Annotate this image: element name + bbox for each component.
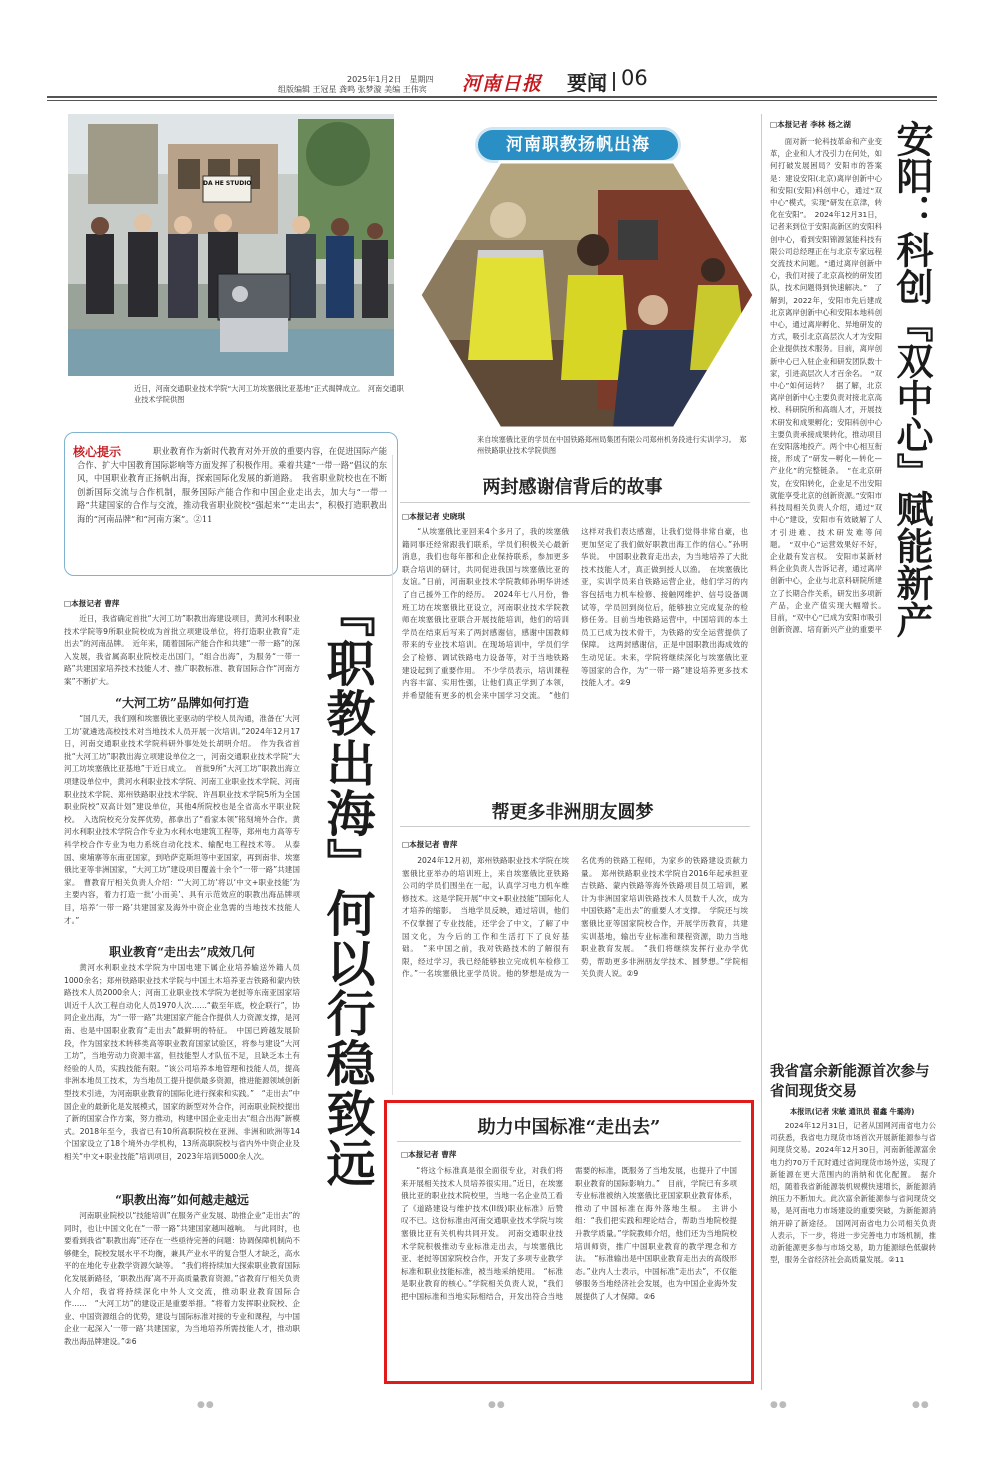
core-tip-text: 职业教育作为新时代教育对外开放的重要内容，在促进国际产能合作、扩大中国教育国际影响等方面发挥了积极作用。乘着共建“一带一路”倡议的东风，中国职业教育正扬帆出海，探索国际化发展的新道路。 我省职业院校也在不断创新国际交流与合作机制，服务国际产能合作和中国企业走出去，加大与“一带一路”共建国家的合作与交流，推动我省职业院校“强起来”“走出去”，积极打造职教出海的“河南品牌”和“河南方案”。②11 [77,446,387,524]
topic-banner [478,130,678,160]
standard-rule [397,1141,741,1142]
section-name: 要闻 [567,71,607,95]
letter-byline: □本报记者 史晓琪 [402,512,465,521]
footer-dots-4: ●● [912,1400,930,1410]
energy-text: 2024年12月31日，记者从国网河南省电力公司获悉，我省电力现货市场首次开展新能源参与省间现货交易。2024年12月30日，河南新能源富余电力约70万千瓦时通过省间现货市场外送，实现了新能源在更大范围内的消纳和优化配置。 据介绍，随着我省新能源装机规模快速增长，新能源消纳压力不断加大。此次富余新能源参与省间现货交易，是河南电力市场建设的重要突破，为新能源消纳开辟了新途径。 国网河南省电力公司相关负责人表示，下一步，将进一步完善电力市场机制，推动新能源更多参与市场交易，助力能源绿色低碳转型，服务全省经济社会高质量发展。②11 [770,1121,936,1265]
africa-headline: 帮更多非洲朋友圆梦 [491,802,654,823]
photo-unveiling-sign-text: DA HE STUDIO [203,180,252,187]
header-rule [47,96,937,98]
main-headline: 『职教出海』何以行稳致远 [319,588,377,1188]
standard-headline: 助力中国标准“走出去” [477,1117,661,1138]
header-rule-thin [47,100,937,101]
core-tip-label: 核心提示 [73,445,122,459]
letter-text: “从埃塞俄比亚回来4个多月了，我的埃塞俄籍同事还经常跟我们联系，学员们积极关心最新消息，我们也每年都和企业保持联系，参加更多联合培训的研讨，共同促进我国与埃塞俄比亚的友谊。”日前，河南职业技术学院教师孙明华讲述了自己援外工作的经历。 2024年七八月份，鲁班工坊在埃塞俄比亚设立，河南职业技术学院教师在埃塞俄比亚联合开展技能培训，他们的培训学员在结束后写来了两封感谢信，感谢中国教师带来的专业技术培训。在现场培训中，学员们学会了检修、调试铁路电力设备等，对于当地铁路建设起到了重要作用。 不少学员表示，培训课程内容丰富、实用性强，让他们真正学到了本领，并希望能有更多的机会来中国学习交流。 “他们这样对我们表达感谢，让我们觉得非常自豪，也更加坚定了我们做好职教出海工作的信心。”孙明华说。 中国职业教育走出去，为当地培养了大批技术技能人才，真正做到授人以渔。 在埃塞俄比亚，实训学员来自铁路运营企业，他们学习的内容包括电力机车检修、接触网维护、信号设备调试等，学员回到岗位后，能够独立完成复杂的检修任务。目前当地铁路运营中，中国培训的本土员工已成为技术骨干，为铁路的安全运营提供了保障。 这两封感谢信，正是中国职教出海成效的生动见证。未来，学院将继续深化与埃塞俄比亚等国家的合作，为“一带一路”建设培养更多技术技能人才。②9 [402,527,748,700]
article-main-subhead-2: 职业教育“走出去”成效几何 [109,945,255,959]
photo-training-image [418,160,756,430]
footer-dots-1: ●● [197,1400,215,1410]
photo-training [418,160,756,430]
footer-dots-3: ●● [770,1400,788,1410]
right-column-rule [761,114,762,1390]
article-main-subhead-3: “职教出海”如何越走越远 [115,1193,249,1207]
photo-unveiling [68,114,394,376]
article-main-p3: 河南职业院校以“技能培训”在服务产业发展、助推企业“走出去”的同时，也让中国文化在“一带一路”共建国家越叫越响。 与此同时，也要看到我省“职教出海”还存在一些亟待完善的问题：协调保障机制尚不够健全，院校发展水平不均衡，兼具产业水平的复合型人才缺乏，高水平的在地化专业教学资源欠缺等。 “我们将持续加大探索职业教育国际化发展新路径，‘职教出海’离不开高质量教育资源。”省教育厅相关负责人介绍，我省将持续深化中外人文交流，推动职业教育国际合作…… “大河工坊”的建设正是重要举措。“将着力发挥职业院校、企业、中国资源组合的优势，建设与国际标准对接的专业和课程，与中国企业一起深入‘一带一路’共建国家，为当地培养所需技能人才，推动职教出海品牌建设。”②6 [64,1211,300,1346]
anyang-text: 面对新一轮科技革命和产业变革，企业和人才没引力在何处，如何打破发展困局？安阳市的答案是：建设安阳(北京)离岸创新中心和安阳(安阳)科创中心，通过“双中心”模式，实现“研发在京津，转化在安阳”。 2024年12月31日，记者来到位于安阳高新区的安阳科创中心，看到安阳锦源氢能科技有限公司总经理正在与北京专家远程交流技术问题。“通过离岸创新中心，我们对接了北京高校的研发团队，技术问题得到快速解决。” 了解到，2022年，安阳市先后建成北京离岸创新中心和安阳本地科创中心，通过离岸孵化、异地研发的方式，吸引北京高层次人才为安阳企业提供技术服务。目前，离岸创新中心已入驻企业和研发团队数十家，引进高层次人才百余名。 “双中心”如何运转？ 据了解，北京离岸创新中心主要负责对接北京高校、科研院所和高端人才，开展技术研发和成果孵化；安阳科创中心主要负责承接成果转化，推动项目在安阳落地投产。两个中心相互衔接，形成了“研发—孵化—转化—产业化”的完整链条。 “在北京研发，在安阳转化，企业足不出安阳就能享受北京的创新资源。”安阳市科技局相关负责人介绍，通过“双中心”建设，安阳市有效破解了人才引进难、技术研发难等问题。 “双中心”运营效果好不好，企业最有发言权。 安阳市某新材料企业负责人告诉记者，通过离岸创新中心，企业与北京科研院所建立了长期合作关系，研发出多项新产品，企业产值实现大幅增长。 目前，“双中心”已成为安阳市吸引创新资源、培育新兴产业的重要平 [770,137,882,635]
standard-text: “将这个标准真是很全面很专业，对我们将来开展相关技术人员培养很实用。”近日，在埃塞俄比亚的职业技术院校里，当地一名企业员工看了《道路建设与维护技术(II级)职业标准》后赞叹不已。这份标准由河南交通职业技术学院与埃塞俄比亚有关机构共同开发。 河南交通职业技术学院积极推动专业标准走出去，与埃塞俄比亚、老挝等国家院校合作，开发了多项专业教学标准和职业技能标准，被当地采纳使用。 “标准是职业教育的核心。”学院相关负责人说，“我们把中国标准和当地实际相结合，开发出符合当地需要的标准，既服务了当地发展，也提升了中国职业教育的国际影响力。” 目前，学院已有多项专业标准被纳入埃塞俄比亚国家职业教育体系，推动了中国标准在海外落地生根。 主讲小组：“我们把实践和理论结合，帮助当地院校提升教学质量。”学院教师介绍，他们还为当地院校培训师资，推广中国职业教育的教学理念和方法。 “标准输出是中国职业教育走出去的高级形态。”业内人士表示，中国标准“走出去”，不仅能够服务当地经济社会发展，也为中国企业海外发展提供了人才保障。②6 [401,1166,737,1301]
section-divider [613,72,615,91]
africa-byline: □本报记者 曹萍 [402,840,458,849]
article-main-intro: 近日，我省确定首批“大河工坊”职教出海建设项目，黄河水利职业技术学院等9所职业院校成为首批立项建设单位，将打造职业教育“走出去”的河南品牌。 近年来，随着国际产能合作和共建“一带一路”的深入发展，我省属高职业院校走出国门，“组合出海”，为服务“一带一路”共建国家培养技术技能人才、推广职教标准、教育国际合作“河南方案”不断扩大。 [64,614,300,686]
anyang-headline: 安阳：科创『双中心』赋能新产 [890,120,934,638]
article-main-p2: 黄河水利职业技术学院为中国电建下属企业培养输送外籍人员1000余名；郑州铁路职业技术学院与中国土木培养亚吉铁路和蒙内铁路技术人员2000余人；河南工业职业技术学院为老挝等东南亚国家培训近千人次工程自动化人员1970人次……“截至年底，校企联行”，协同企业出海，为“一带一路”共建国家产能合作提供人力资源支撑，是河南、也是中国职业教育“走出去”最鲜明的特征。 中国已跨越发展阶段，作为国家技术转移类高等职业教育国家试验区，将参与建设“大河工坊”，当地劳动力资源丰富，但技能型人才队伍不足，且缺乏本土有经验的人员，实践技能有限。“该公司培养本地管理和技能人员，提高非洲本地员工技术，为当地员工提升提供最多资源，推进能源领域创新型技术引进，为河南职业教育的国际化进行探索和实践。” “走出去”中国企业的最新化是发展模式，国家的新型对外合作，河南职业院校提出了新的国家合作方案，努力推动，构建中国企业走出去“组合出海”新模式。2018年至今，我省已有10所高职院校在亚洲、非洲和欧洲等14个国家设立了18个境外办学机构，13所高职院校与省内外中资企业及相关“中文+职业技能”培训项目，2023年培训5000余人次。 [64,963,300,1161]
article-main-p1: “国几天，我们刚和埃塞俄比亚驱动的学校人员沟通，准备在‘大河工坊’就遴选高校技术对当地技术人员开展一次培训。”2024年12月17日，河南交通职业技术学院科研外事处处长胡明介绍。 作为我省首批“大河工坊”职教出海立项建设单位之一，河南交通职业技术学院“大河工坊埃塞俄比亚基地”于近日成立。 首批9所“大河工坊”职教出海立项建设单位中，黄河水利职业技术学院、河南工业职业技术学院、河南职业技术学院、郑州铁路职业技术学院、许昌职业技术学院5所为全国职业院校“双高计划”建设单位，其他4所院校也是全省高水平职业院校。 入选院校充分发挥优势，都拿出了“看家本领”铭刻境外合作。黄河水利职业技术学院合作专业为水利水电建筑工程等，郑州电力高等专科学校合作专业为电力系统自动化技术、输配电工程技术等。 从泰国、柬埔寨等东南亚国家，到哈萨克斯坦等中亚国家，再到南非、埃塞俄比亚等非洲国家，“大河工坊”建设项目覆盖十余个“一带一路”共建国家。 曹教育厅相关负责人介绍：“‘大河工坊’将以‘中文+职业技能’为主要内容，着力打造一批‘小而美’、具有示范效应的职教出海品牌项目，培养‘一带一路’共建国家及海外中资企业急需的当地技术技能人才。” [64,714,300,925]
article-main-subhead-1: “大河工坊”品牌如何打造 [115,696,249,710]
photo-unveiling-image [68,114,394,376]
letter-headline: 两封感谢信背后的故事 [482,477,663,498]
energy-byline: 本报讯(记者 宋敏 通讯员 翟鑫 牛璐涛) [790,1107,915,1116]
core-tip-box [64,432,398,576]
left-column-rule [392,455,393,1095]
standard-byline: □本报记者 曹萍 [401,1150,457,1159]
paper-logo: 河南日报 [462,73,543,95]
header-date: 2025年1月2日 星期四 [347,75,434,84]
header-editors: 组版编辑 王冠星 龚鸣 张梦漩 美编 王伟宾 [278,85,427,94]
standard-article-box [384,1100,754,1384]
footer-dots-2: ●● [488,1400,506,1410]
letter-rule [400,502,750,503]
anyang-byline: □本报记者 李林 杨之湖 [770,120,851,129]
article-main-byline: □本报记者 曹萍 [64,599,120,608]
page-number: 06 [621,66,648,90]
topic-banner-title: 河南职教扬帆出海 [506,135,650,155]
photo-training-caption: 来自埃塞俄比亚的学员在中国铁路郑州局集团有限公司郑州机务段进行实训学习。 郑州铁路职业技术学院供图 [477,435,747,455]
energy-headline: 我省富余新能源首次参与省间现货交易 [770,1063,930,1100]
africa-text: 2024年12月初，郑州铁路职业技术学院在埃塞俄比亚举办的培训班上，来自埃塞俄比亚铁路公司的学员们围坐在一起，认真学习电力机车维修技术。这是学院开展“中文+职业技能”国际化人才培养的缩影。 当地学员反映，通过培训，他们不仅掌握了专业技能，还学会了中文，了解了中国文化，为今后的工作和生活打下了良好基础。 “来中国之前，我对铁路技术的了解很有限，经过学习，我已经能够独立完成机车检修工作。”一名埃塞俄比亚学员说。他的梦想是成为一名优秀的铁路工程师，为家乡的铁路建设贡献力量。 郑州铁路职业技术学院自2016年起承担亚吉铁路、蒙内铁路等海外铁路项目员工培训，累计为非洲国家培训铁路技术人员数千人次，成为中国铁路“走出去”的重要人才支撑。 学院还与埃塞俄比亚等国家院校合作，开展学历教育，共建实训基地，输出专业标准和课程资源，助力当地职业教育发展。 “我们将继续发挥行业办学优势，帮助更多非洲朋友学技术、圆梦想。”学院相关负责人说。②9 [402,856,748,979]
africa-rule [400,826,750,827]
photo-unveiling-caption: 近日，河南交通职业技术学院“大河工坊埃塞俄比亚基地”正式揭牌成立。 河南交通职业技术学院供图 [134,384,404,404]
